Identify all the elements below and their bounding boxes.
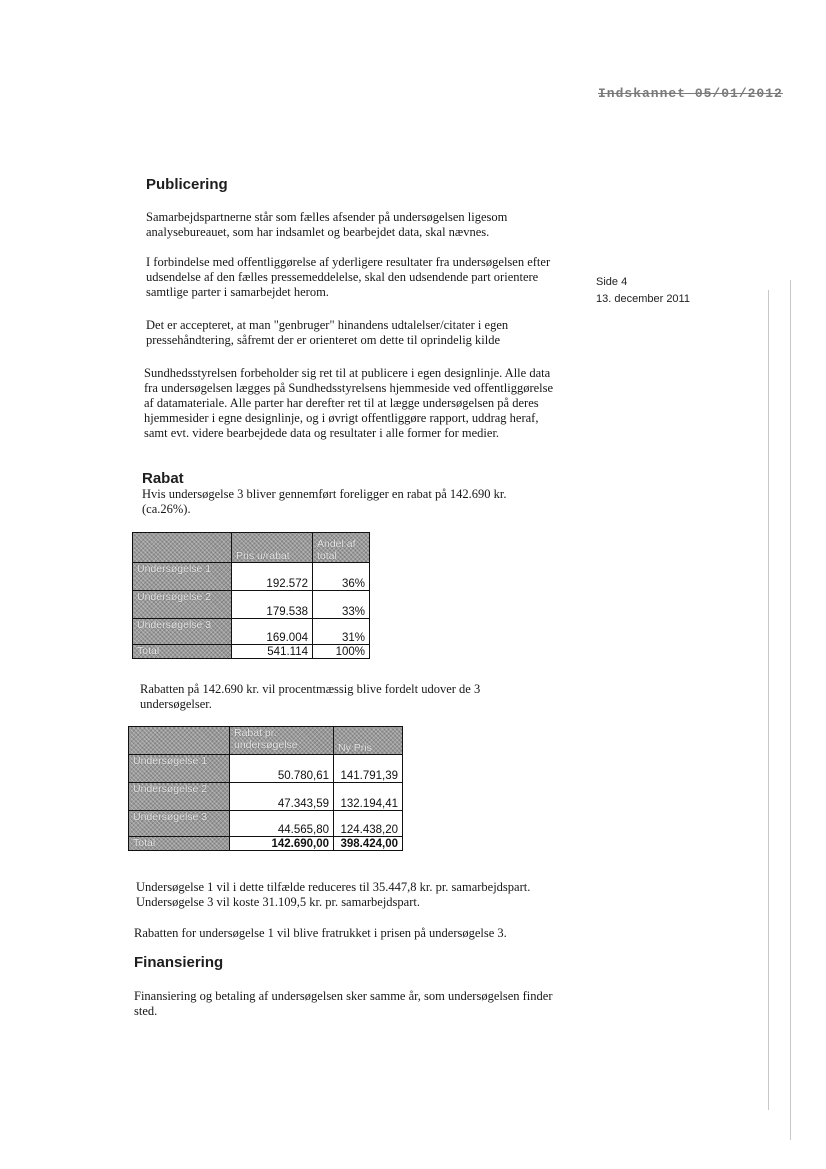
table-row-label: Total (129, 837, 230, 851)
heading-publicering: Publicering (146, 176, 228, 193)
table-header-cell: Ny Pris (334, 727, 403, 755)
table-row-label: Undersøgelse 3 (133, 619, 232, 645)
table-cell: 31% (313, 619, 370, 645)
table-cell: 179.538 (232, 591, 313, 619)
page-number: Side 4 (596, 276, 628, 288)
paragraph: Sundhedsstyrelsen forbeholder sig ret til at publicere i egen designlinje. Alle data fra undersøgelsen lægges på Sundhedsstyrelsens hjemmeside ved offentliggørelse af datamateriale. Alle parter har derefter ret til at lægge undersøgelsen på deres hjemmesider i egne designlinje, og i øvrigt offentliggøre rapport, uddrag heraf, samt evt. videre bearbejdede data og resultater i alle former for medier. (144, 366, 554, 440)
table-cell: 142.690,00 (230, 837, 334, 851)
table-row-label: Undersøgelse 2 (133, 591, 232, 619)
table-cell: 44.565,80 (230, 811, 334, 837)
table-header-cell: Rabat pr. undersøgelse (230, 727, 334, 755)
paragraph: I forbindelse med offentliggørelse af yderligere resultater fra undersøgelsen efter udsendelse af den fælles pressemeddelelse, skal den udsendende part orientere samtlige parter i samarbejdet herom. (146, 255, 551, 299)
table-cell: 192.572 (232, 563, 313, 591)
table-cell: 541.114 (232, 645, 313, 659)
table-header-cell (133, 533, 232, 563)
table-cell: 398.424,00 (334, 837, 403, 851)
paragraph: Det er accepteret, at man "genbruger" hinandens udtalelser/citater i egen pressehåndtering, såfremt der er orienteret om dette til oprindelig kilde (146, 318, 509, 347)
heading-finansiering: Finansiering (134, 954, 224, 971)
table-header-cell: Pris u/rabat (232, 533, 313, 563)
table-row-label: Undersøgelse 2 (129, 783, 230, 811)
table-cell: 169.004 (232, 619, 313, 645)
paragraph: Hvis undersøgelse 3 bliver gennemført foreligger en rabat på 142.690 kr. (ca.26%). (142, 487, 507, 516)
table-cell: 50.780,61 (230, 755, 334, 783)
paragraph: Rabatten for undersøgelse 1 vil blive fratrukket i prisen på undersøgelse 3. (134, 926, 507, 940)
paragraph: Rabatten på 142.690 kr. vil procentmæssig blive fordelt udover de 3 undersøgelser. (140, 682, 481, 711)
table-row-label: Undersøgelse 1 (133, 563, 232, 591)
scan-stamp: Indskannet 05/01/2012 (598, 86, 783, 101)
table-header-cell (129, 727, 230, 755)
table-cell: 141.791,39 (334, 755, 403, 783)
document-date: 13. december 2011 (596, 293, 690, 305)
discount-table (128, 726, 403, 851)
table-cell: 124.438,20 (334, 811, 403, 837)
scan-edge-line (768, 290, 769, 1110)
table-row-label: Undersøgelse 1 (129, 755, 230, 783)
table-cell: 33% (313, 591, 370, 619)
table-cell: 47.343,59 (230, 783, 334, 811)
table-row-label: Undersøgelse 3 (129, 811, 230, 837)
table-cell: 100% (313, 645, 370, 659)
paragraph: Samarbejdspartnerne står som fælles afsender på undersøgelsen ligesom analysebureauet, som har indsamlet og bearbejdet data, skal nævnes. (146, 210, 508, 239)
table-cell: 36% (313, 563, 370, 591)
paragraph: Finansiering og betaling af undersøgelsen sker samme år, som undersøgelsen finder sted. (134, 989, 553, 1018)
heading-rabat: Rabat (142, 470, 184, 487)
paragraph: Undersøgelse 1 vil i dette tilfælde reduceres til 35.447,8 kr. pr. samarbejdspart. Undersøgelse 3 vil koste 31.109,5 kr. pr. samarbejdspart. (136, 880, 531, 909)
table-cell: 132.194,41 (334, 783, 403, 811)
table-header-cell: Andel af total (313, 533, 370, 563)
price-table (132, 532, 370, 659)
table-row-label: Total (133, 645, 232, 659)
scan-edge-line (790, 280, 791, 1140)
